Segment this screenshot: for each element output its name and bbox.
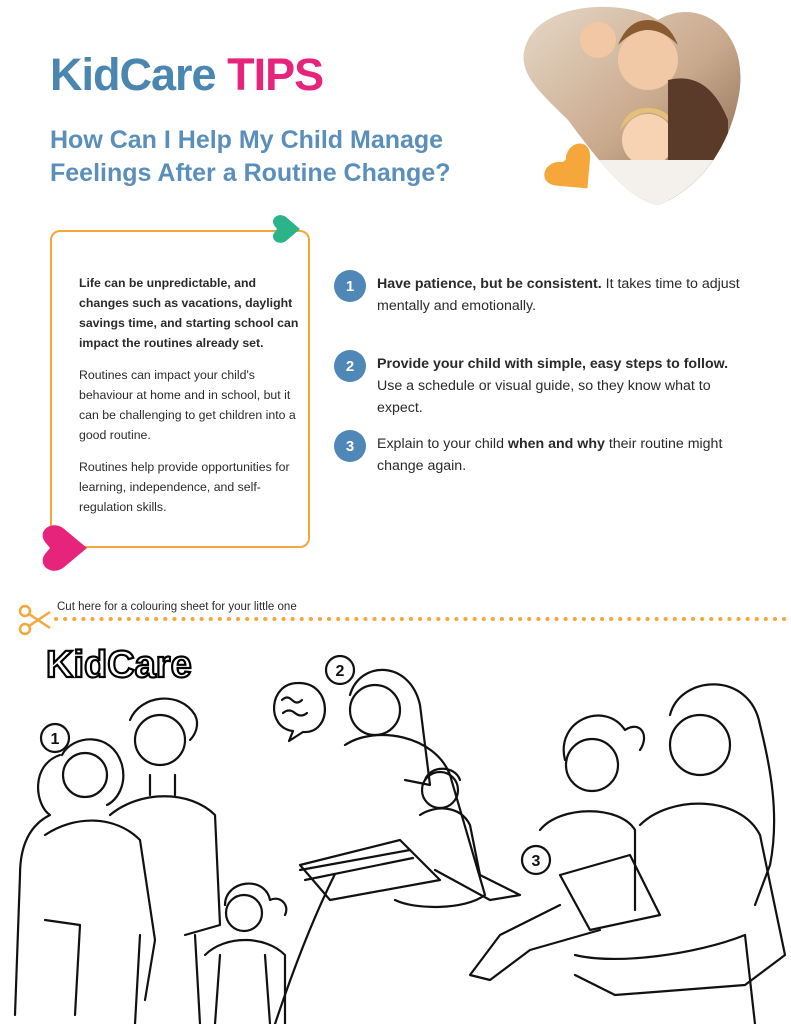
svg-text:2: 2 (335, 663, 345, 680)
tip-number-badge: 1 (334, 270, 366, 302)
family-photo (508, 0, 748, 210)
tip-text (377, 433, 747, 477)
colouring-illustration (0, 655, 791, 1024)
tip-rest: It takes time to adjust mentally and emotionally. (377, 276, 740, 314)
card-lead: Life can be unpredictable, and changes such as vacations, daylight savings time, and starting school can impact the routines already set. (79, 276, 299, 350)
marker-3 (522, 846, 550, 874)
colouring-logo-text: KidCare (46, 644, 192, 684)
tip-text (377, 273, 747, 317)
tip-number-badge: 3 (334, 430, 366, 462)
marker-2 (326, 656, 354, 684)
cut-dotted-line[interactable] (20, 614, 791, 624)
cut-label: Cut here for a colouring sheet for your little one (57, 601, 297, 613)
family-group-3 (470, 684, 785, 1024)
family-group-2 (275, 670, 520, 1024)
tip-bold: Have patience, but be consistent. (377, 276, 602, 292)
tip-rest: their routine might change again. (377, 436, 723, 474)
tip-bold: Provide your child with simple, easy steps to follow. (377, 356, 729, 372)
svg-text:3: 3 (531, 853, 541, 870)
card-paragraph: Routines help provide opportunities for learning, independence, and self-regulation skills. (79, 460, 290, 514)
tip-pre: Explain to your child (377, 436, 508, 452)
tip-number-badge: 2 (334, 350, 366, 382)
svg-text:1: 1 (50, 731, 60, 748)
speech-bubble-icon (274, 683, 325, 741)
card-paragraph: Routines can impact your child's behaviour at home and in school, but it can be challenging to get children into a good routine. (79, 368, 296, 442)
tip-rest: Use a schedule or visual guide, so they know what to expect. (377, 378, 711, 416)
marker-1 (41, 724, 69, 752)
brand-name: KidCare (50, 49, 216, 100)
page-title: How Can I Help My Child Manage Feelings After a Routine Change? (50, 126, 451, 187)
tip-text (377, 353, 747, 419)
tip-bold: when and why (507, 436, 605, 452)
heart-icon (270, 212, 300, 246)
card-text (79, 273, 299, 529)
kidcare-tips-logo (50, 49, 324, 100)
tips-label: TIPS (227, 49, 324, 100)
